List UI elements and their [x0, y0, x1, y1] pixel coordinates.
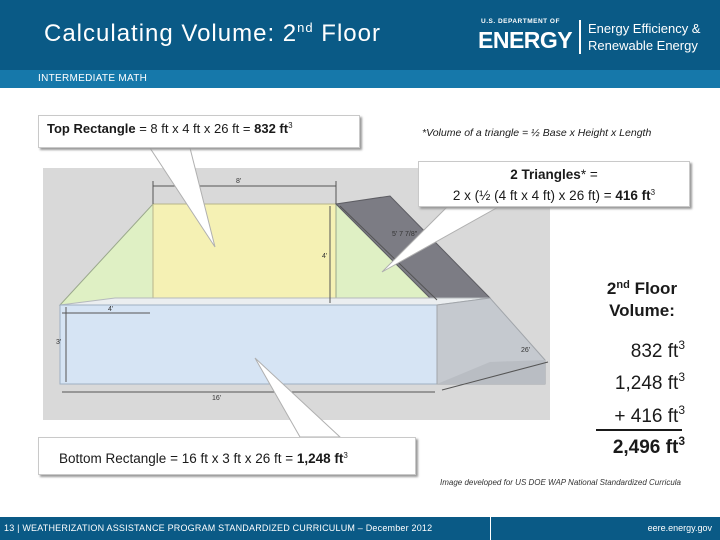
triangle-volume-note: *Volume of a triangle = ½ Base x Height x Length [422, 127, 652, 139]
top-rectangle [153, 204, 336, 305]
dim-label-left3: 3' [56, 339, 62, 346]
footer-url: eere.energy.gov [647, 523, 712, 533]
sum-rule [596, 429, 682, 431]
volume-line-triangles: + 416 $ft^3$ [614, 403, 685, 427]
slide-footer [0, 517, 720, 540]
dim-label-height: 4' [322, 253, 328, 260]
dim-label-length: 26' [521, 347, 531, 354]
top-rectangle-callout: Top Rectangle = 8 ft x 4 ft x 26 ft = 832 $ft^3$ [38, 115, 360, 148]
bottom-rectangle-callout: Bottom Rectangle = 16 ft x 3 ft x 26 ft = 1,248 $ft^3$ [38, 437, 416, 475]
section-label: INTERMEDIATE MATH [38, 73, 148, 84]
dim-label-top: 8' [236, 178, 242, 185]
volume-line-top-rect: 832 $ft^3$ [630, 338, 685, 362]
dim-label-slant: 5' 7 7/8" [392, 231, 418, 238]
lower-box-front [60, 305, 437, 384]
dim-label-left4: 4' [108, 306, 114, 313]
dim-label-width: 16' [212, 395, 222, 402]
logo-eere-text: Energy Efficiency & Renewable Energy [588, 21, 701, 53]
slide-title: Calculating Volume: 2nd Floor [44, 20, 381, 47]
triangles-callout: 2 Triangles* = 2 x (½ (4 ft x 4 ft) x 26 ft) = 416 $ft^3$ [418, 161, 690, 207]
image-credit: Image developed for US DOE WAP National Standardized Curricula [440, 478, 682, 487]
footer-curriculum-text: 13 | WEATHERIZATION ASSISTANCE PROGRAM STANDARDIZED CURRICULUM – December 2012 [4, 523, 433, 533]
footer-divider [490, 517, 491, 540]
volume-line-bottom-rect: 1,248 $ft^3$ [614, 370, 685, 394]
logo-dept-text: U.S. DEPARTMENT OF [481, 18, 560, 25]
lower-box-top-face [60, 298, 490, 305]
volume-total: 2,496 $ft^3$ [612, 434, 685, 458]
logo-energy-text: ENERGY [478, 27, 573, 53]
volume-summary-heading: 2nd Floor Volume: [606, 279, 678, 320]
